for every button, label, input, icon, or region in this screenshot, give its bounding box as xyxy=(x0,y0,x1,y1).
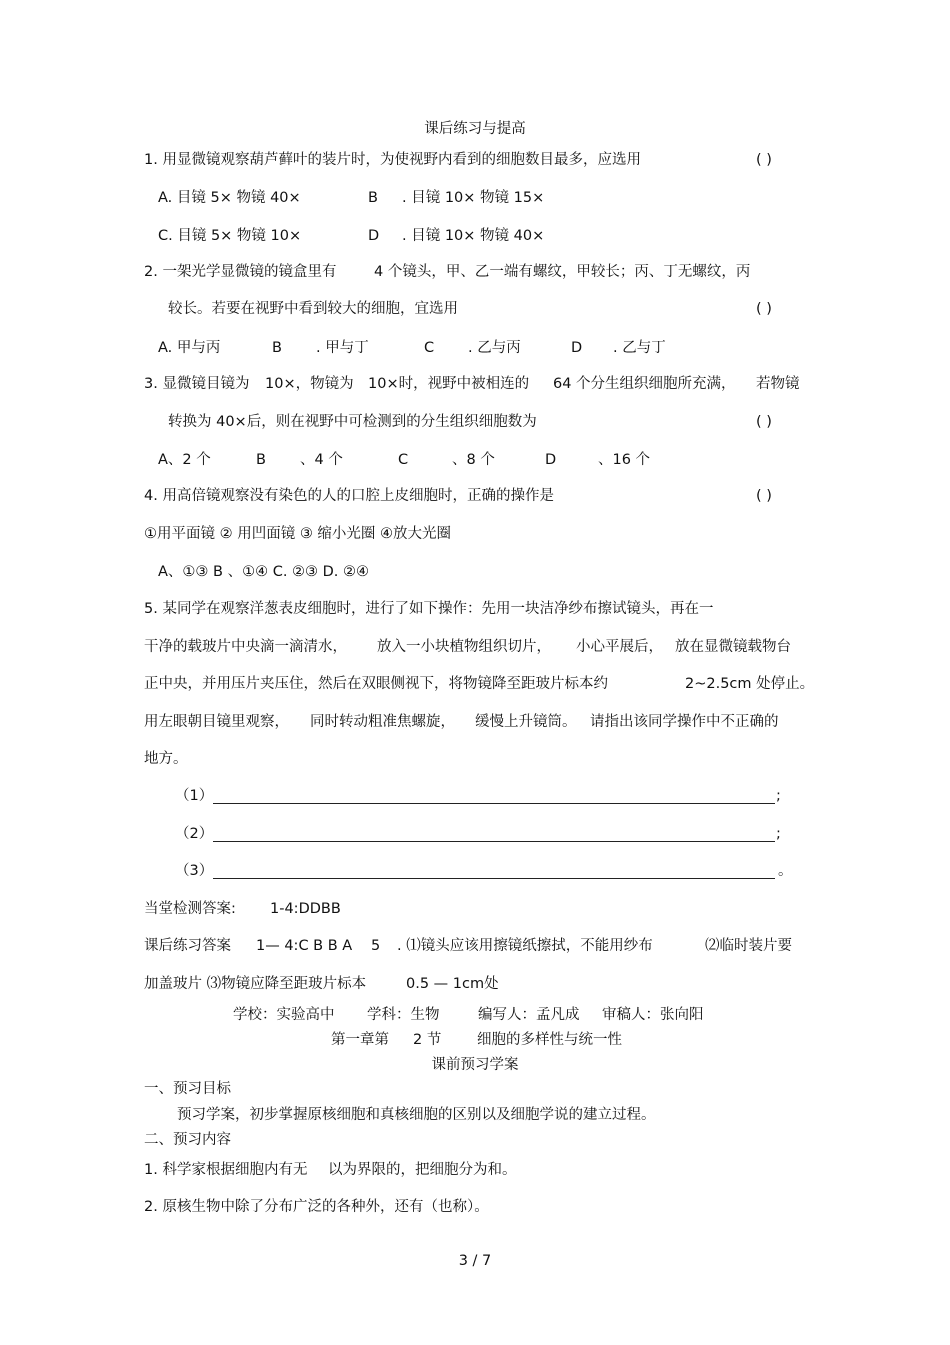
in-class-answer-label: 当堂检测答案: xyxy=(144,901,236,917)
q1-option-d-letter: D xyxy=(368,228,380,244)
page-number: 3 / 7 xyxy=(458,1253,492,1269)
q1-option-a: A. 目镜 5× 物镜 40× xyxy=(158,190,301,206)
q1-option-d: . 目镜 10× 物镜 40× xyxy=(402,228,545,244)
q3-option-c-letter: C xyxy=(398,452,409,468)
q3-stem-part4: 64 个分生组织细胞所充满， xyxy=(553,376,736,392)
q1-option-c: C. 目镜 5× 物镜 10× xyxy=(158,228,302,244)
after-class-answer-b: 5 xyxy=(371,938,381,954)
q4-answer-paren: ( ) xyxy=(756,488,772,504)
q3-option-d-letter: D xyxy=(545,452,557,468)
q3-option-b-letter: B xyxy=(256,452,266,468)
q5-blank2-label: （2） xyxy=(175,826,214,842)
after-class-answer-d: ⑵临时装片要 xyxy=(705,938,792,954)
q2-stem-part2: 4 个镜头，甲、乙一端有螺纹，甲较长；丙、丁无螺纹，丙 xyxy=(374,264,751,280)
q5-line5: 地方。 xyxy=(144,751,188,767)
chapter-title-a: 第一章第 xyxy=(331,1032,389,1048)
q3-stem-part2: 10×，物镜为 xyxy=(265,376,354,392)
in-class-answer: 1-4:DDBB xyxy=(270,901,341,917)
q1-option-b-letter: B xyxy=(368,190,378,206)
q5-line4c: 缓慢上升镜筒。 xyxy=(475,714,577,730)
q2-stem-line2: 较长。若要在视野中看到较大的细胞，宜选用 xyxy=(168,301,458,317)
content-heading: 二、预习内容 xyxy=(144,1132,231,1148)
after-class-answer-line2a: 加盖玻片 ⑶物镜应降至距玻片标本 xyxy=(144,976,367,992)
q4-items: ①用平面镜 ② 用凹面镜 ③ 缩小光圈 ④放大光圈 xyxy=(144,526,452,542)
q1-answer-paren: ( ) xyxy=(756,152,772,168)
q5-blank3-label: （3） xyxy=(175,863,214,879)
q3-stem-part1: 3. 显微镜目镜为 xyxy=(144,376,250,392)
after-class-answer-a: 1— 4:C B B A xyxy=(256,938,353,954)
q1-stem: 1. 用显微镜观察葫芦藓叶的装片时，为使视野内看到的细胞数目最多，应选用 xyxy=(144,152,641,168)
item1-part1: 1. 科学家根据细胞内有无 xyxy=(144,1162,308,1178)
q5-line4d: 请指出该同学操作中不正确的 xyxy=(590,714,779,730)
q3-stem-line2: 转换为 40×后，则在视野中可检测到的分生组织细胞数为 xyxy=(168,414,537,430)
q4-options: A、①③ B 、①④ C. ②③ D. ②④ xyxy=(158,564,370,580)
preview-title: 课前预习学案 xyxy=(431,1057,519,1073)
q3-answer-paren: ( ) xyxy=(756,414,772,430)
q2-answer-paren: ( ) xyxy=(756,301,772,317)
chapter-title-c: 细胞的多样性与统一性 xyxy=(477,1032,622,1048)
q2-option-c: . 乙与丙 xyxy=(468,340,521,356)
q5-line2c: 小心平展后， xyxy=(576,639,663,655)
chapter-title-b: 2 节 xyxy=(413,1032,442,1048)
meta-reviewer: 审稿人：张向阳 xyxy=(602,1007,704,1023)
q5-line3a: 正中央，并用压片夹压住，然后在双眼侧视下，将物镜降至距玻片标本约 xyxy=(144,676,608,692)
q3-stem-part3: 10×时，视野中被相连的 xyxy=(368,376,530,392)
q5-line2d: 放在显微镜载物台 xyxy=(675,639,791,655)
after-class-answer-label: 课后练习答案 xyxy=(144,938,231,954)
q3-option-b: 、4 个 xyxy=(300,452,343,468)
q5-line2b: 放入一小块植物组织切片， xyxy=(377,639,551,655)
q2-option-a: A. 甲与丙 xyxy=(158,340,221,356)
q3-option-c: 、8 个 xyxy=(452,452,495,468)
item2: 2. 原核生物中除了分布广泛的各种外，还有（也称）。 xyxy=(144,1199,489,1215)
q5-blank1-label: （1） xyxy=(175,788,214,804)
q2-option-b: . 甲与丁 xyxy=(316,340,369,356)
q2-option-d: . 乙与丁 xyxy=(613,340,666,356)
q2-option-b-letter: B xyxy=(272,340,282,356)
goal-heading: 一、预习目标 xyxy=(144,1081,231,1097)
after-class-answer-line2b: 0.5 — 1cm处 xyxy=(406,976,499,992)
q5-blank3-input[interactable] xyxy=(213,864,775,879)
q3-stem-part5: 若物镜 xyxy=(756,376,800,392)
q2-stem-part1: 2. 一架光学显微镜的镜盒里有 xyxy=(144,264,337,280)
q3-option-a: A、2 个 xyxy=(158,452,211,468)
q2-option-c-letter: C xyxy=(424,340,435,356)
q5-line4b: 同时转动粗准焦螺旋， xyxy=(310,714,455,730)
q1-option-b: . 目镜 10× 物镜 15× xyxy=(402,190,545,206)
q5-blank3-end: 。 xyxy=(778,863,793,879)
q5-blank2-input[interactable] xyxy=(213,827,775,842)
q3-option-d: 、16 个 xyxy=(598,452,651,468)
item1-part2: 以为界限的，把细胞分为和。 xyxy=(328,1162,517,1178)
section-title: 课后练习与提高 xyxy=(424,121,526,137)
q4-stem: 4. 用高倍镜观察没有染色的人的口腔上皮细胞时，正确的操作是 xyxy=(144,488,554,504)
meta-subject: 学科：生物 xyxy=(367,1007,440,1023)
q5-line1: 5. 某同学在观察洋葱表皮细胞时，进行了如下操作：先用一块洁净纱布擦试镜头，再在一 xyxy=(144,601,714,617)
q2-option-d-letter: D xyxy=(571,340,583,356)
meta-author: 编写人：孟凡成 xyxy=(478,1007,580,1023)
q5-line4a: 用左眼朝目镜里观察， xyxy=(144,714,289,730)
after-class-answer-c: . ⑴镜头应该用擦镜纸擦拭，不能用纱布 xyxy=(397,938,653,954)
q5-line2a: 干净的载玻片中央滴一滴清水， xyxy=(144,639,347,655)
q5-blank2-end: ; xyxy=(776,826,781,842)
meta-school: 学校：实验高中 xyxy=(233,1007,335,1023)
q5-blank1-input[interactable] xyxy=(213,789,775,804)
goal-text: 预习学案，初步掌握原核细胞和真核细胞的区别以及细胞学说的建立过程。 xyxy=(177,1107,656,1123)
q5-blank1-end: ; xyxy=(776,788,781,804)
q5-line3b: 2~2.5cm 处停止。 xyxy=(685,676,815,692)
